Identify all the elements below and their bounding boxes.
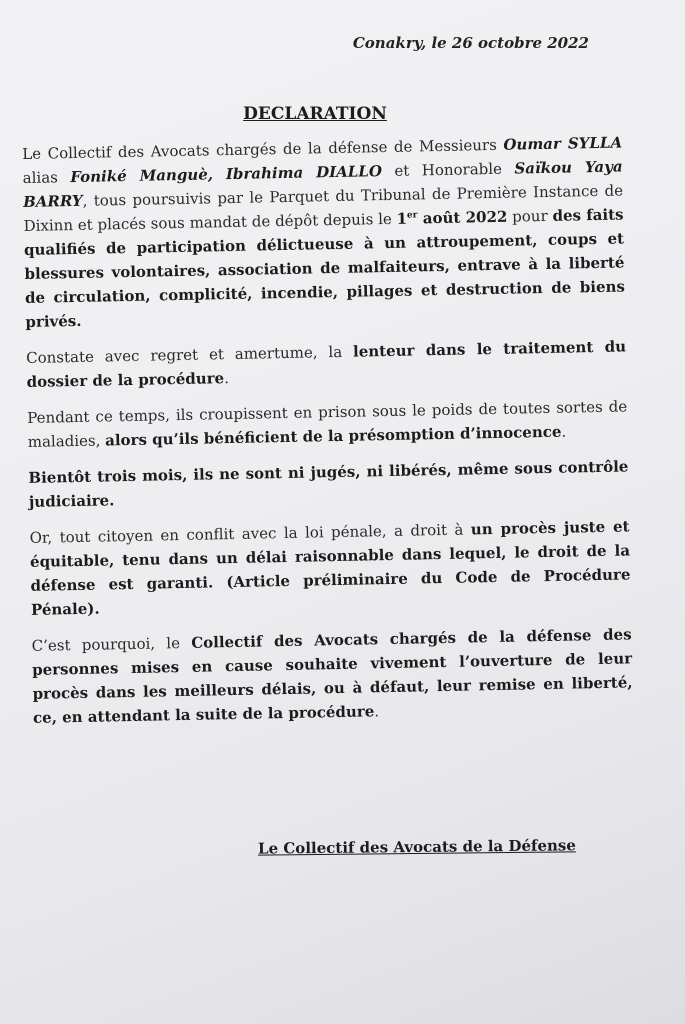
text: . [223,369,230,388]
text: , tous poursuivis par le Parquet du Tribunal de Première Instance de Dixinn et placés sous mandat de dépôt depuis le [23,181,624,235]
paragraph-intro [22,130,626,333]
date-day: 1 [396,209,408,228]
paragraph-conclusion [31,622,633,730]
person-name-2: Foniké Manguè, Ibrahima DIALLO [70,162,383,187]
paragraph-constate [26,334,627,394]
date-month-year: août 2022 [417,207,508,228]
paragraph-trois-mois [28,454,629,514]
page-title: DECLARATION [243,104,387,124]
text: . [561,422,567,441]
text: Le Collectif des Avocats chargés de la défense de Messieurs [22,135,504,163]
paragraph-droit [29,514,631,622]
text: alias [22,168,71,187]
text: Pendant ce temps, ils croupissent en prison sous le poids de toutes sortes de maladies, [27,397,628,451]
emphasis-text: un procès juste et équitable, tenu dans un délai raisonnable dans lequel, le droit de la défense est garanti. (Article préliminaire du Code de Procédure Pénale). [29,517,631,619]
date-superscript: er [406,210,418,221]
paragraph-prison [27,394,628,454]
person-name-3: Saïkou Yaya BARRY [22,157,623,211]
emphasis-text: Collectif des Avocats chargés de la défense des personnes mises en cause souhaite vivement l’ouverture de leur procès dans les meilleurs délais, ou à défaut, leur remise en liberté, ce, en attendant la suite de la procédure [31,625,633,727]
text: Constate avec regret et amertume, la [25,342,354,367]
signature: Le Collectif des Avocats de la Défense [257,836,576,858]
text: Or, tout citoyen en conflit avec la loi pénale, a droit à [29,520,471,547]
emphasis-text: alors qu’ils bénéficient de la présomption d’innocence [104,422,562,450]
declaration-body [22,130,633,741]
text: . [374,702,380,721]
charges-text: des faits qualifiés de participation délictueuse à un attroupement, coups et blessures volontaires, association de malfaiteurs, entrave à la liberté de circulation, complicité, incendie, pillages et destruction de biens privés. [23,205,626,331]
text: et Honorable [381,159,515,181]
text: C’est pourquoi, le [31,633,192,655]
text: pour [507,206,553,226]
emphasis-text: Bientôt trois mois, ils ne sont ni jugés, ni libérés, même sous contrôle judiciaire. [28,457,629,511]
person-name-1: Oumar SYLLA [503,133,623,154]
emphasis-text: lenteur dans le traitement du dossier de la procédure [26,337,627,391]
date-line: Conakry, le 26 octobre 2022 [352,34,589,52]
